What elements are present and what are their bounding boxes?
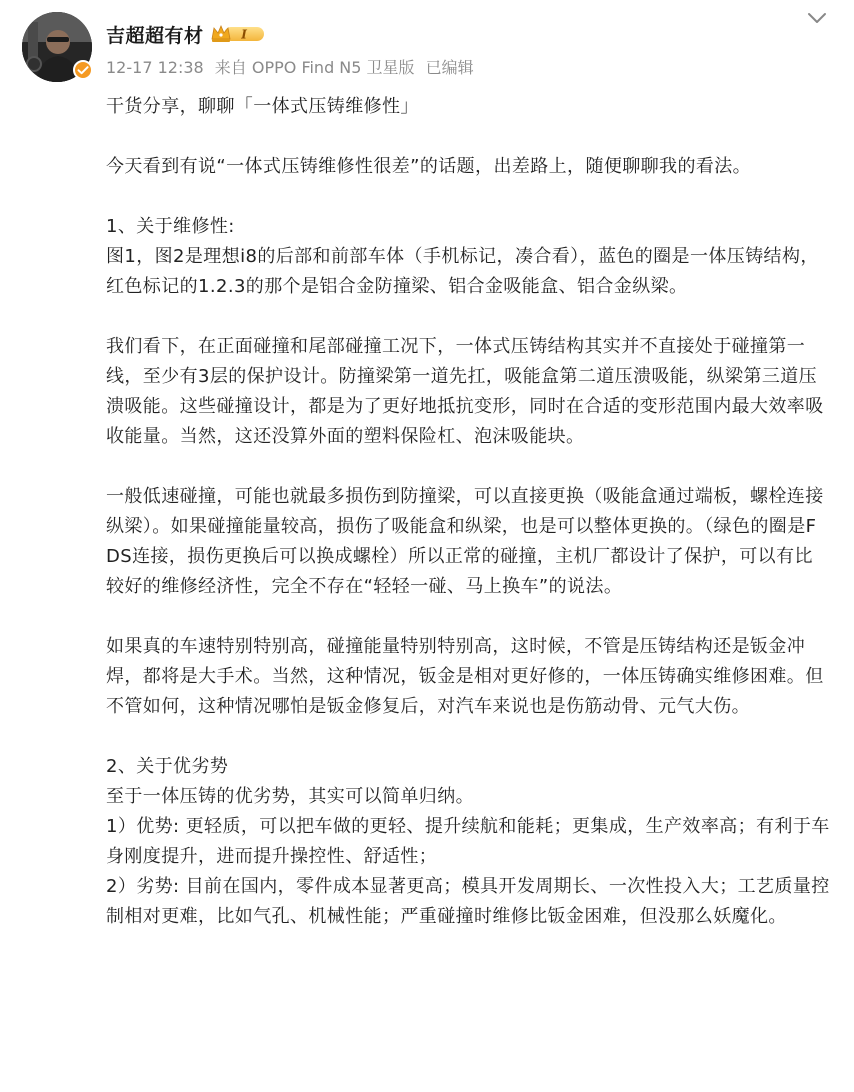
section-1-paragraph-4: 如果真的车速特别特别高，碰撞能量特别特别高，这时候，不管是压铸结构还是钣金冲焊，都将是大手术。当然，这种情况，钣金是相对更好修的，一体压铸确实维修困难。但不管如何，这种情况哪怕是钣金修复后，对汽车来说也是伤筋动骨、元气大伤。 xyxy=(106,636,824,717)
author-name[interactable]: 吉超超有材 xyxy=(106,24,204,47)
post-meta xyxy=(106,55,480,78)
post-text-headline: 干货分享，聊聊「一体式压铸维修性」 xyxy=(106,96,419,117)
section-2-disadvantages: 2）劣势: 目前在国内，零件成本显著更高；模具开发周期长、一次性投入大；工艺质量控制相对更难，比如气孔、机械性能；严重碰撞时维修比钣金困难，但没那么妖魔化。 xyxy=(106,876,830,927)
crown-member-badge-icon[interactable] xyxy=(210,23,266,45)
member-level: I xyxy=(240,27,247,42)
post-date: 12-17 12:38 xyxy=(106,58,204,77)
post-header xyxy=(0,0,854,92)
username-row xyxy=(106,20,266,48)
edited-label[interactable]: 已编辑 xyxy=(425,58,474,77)
post-body xyxy=(106,92,830,932)
section-1-paragraph-3: 一般低速碰撞，可能也就最多损伤到防撞梁，可以直接更换（吸能盒通过端板，螺栓连接纵梁）。如果碰撞能量较高，损伤了吸能盒和纵梁，也是可以整体更换的。（绿色的圈是FDS连接，损伤更换后可以换成螺栓）所以正常的碰撞，主机厂都设计了保护，可以有比较好的维修经济性，完全不存在“轻轻一碰、马上换车”的说法。 xyxy=(106,486,824,597)
section-1-paragraph-2: 我们看下，在正面碰撞和尾部碰撞工况下，一体式压铸结构其实并不直接处于碰撞第一线，至少有3层的保护设计。防撞梁第一道先扛，吸能盒第二道压溃吸能，纵梁第三道压溃吸能。这些碰撞设计，都是为了更好地抵抗变形，同时在合适的变形范围内最大效率吸收能量。当然，这还没算外面的塑料保险杠、泡沫吸能块。 xyxy=(106,336,824,447)
section-2-title: 2、关于优劣势 xyxy=(106,756,229,777)
section-1-title: 1、关于维修性: xyxy=(106,216,235,237)
section-2-intro: 至于一体压铸的优劣势，其实可以简单归纳。 xyxy=(106,786,474,807)
chevron-down-icon[interactable] xyxy=(806,10,828,26)
section-2-advantages: 1）优势: 更轻质，可以把车做的更轻、提升续航和能耗；更集成，生产效率高；有利于车身刚度提升，进而提升操控性、舒适性； xyxy=(106,816,830,867)
post-text-intro: 今天看到有说“一体式压铸维修性很差”的话题，出差路上，随便聊聊我的看法。 xyxy=(106,156,752,177)
post-source[interactable]: 来自 OPPO Find N5 卫星版 xyxy=(214,58,415,77)
section-1-paragraph-1: 图1，图2是理想i8的后部和前部车体（手机标记，凑合看），蓝色的圈是一体压铸结构，红色标记的1.2.3的那个是铝合金防撞梁、铝合金吸能盒、铝合金纵梁。 xyxy=(106,246,819,297)
avatar-container[interactable] xyxy=(22,12,92,82)
verified-badge-icon xyxy=(73,60,93,80)
